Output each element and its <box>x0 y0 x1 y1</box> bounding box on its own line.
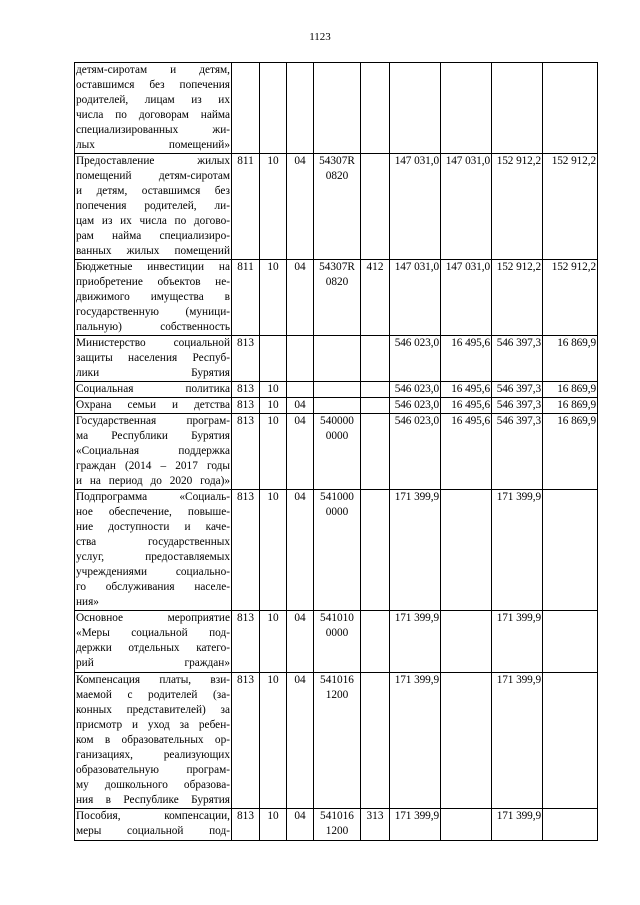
target-article-code: 541016 1200 <box>314 809 361 841</box>
amount-4 <box>543 490 598 611</box>
target-article-code <box>314 63 361 154</box>
subsection-code: 04 <box>287 611 314 673</box>
amount-3: 546 397,3 <box>492 398 543 414</box>
subsection-code: 04 <box>287 809 314 841</box>
section-code <box>260 336 287 382</box>
subsection-code <box>287 382 314 398</box>
row-label: Пособия, компенсации, меры социальной под- <box>75 809 232 841</box>
row-label: Социальная политика <box>75 382 232 398</box>
table-row <box>75 382 598 398</box>
amount-1 <box>390 63 441 154</box>
section-code: 10 <box>260 414 287 490</box>
ministry-code: 811 <box>232 260 260 336</box>
target-article-code <box>314 398 361 414</box>
amount-1: 546 023,0 <box>390 336 441 382</box>
amount-3 <box>492 63 543 154</box>
table-row <box>75 490 598 611</box>
subsection-code <box>287 336 314 382</box>
row-label: Бюджетные инвестиции на приобретение объектов не- движимого имущества в государственную (муници- пальную) собственность <box>75 260 232 336</box>
amount-1: 546 023,0 <box>390 414 441 490</box>
row-label: Подпрограмма «Социаль- ное обеспечение, повыше- ние доступности и каче- ства государственных услуг, предоставляемых учреждениями социально- го обслуживания населе- ния» <box>75 490 232 611</box>
target-article-code: 541016 1200 <box>314 673 361 809</box>
amount-1: 171 399,9 <box>390 809 441 841</box>
table-row <box>75 611 598 673</box>
section-code: 10 <box>260 382 287 398</box>
row-label: Компенсация платы, взи- маемой с родителей (за- конных представителей) за присмотр и уход за ребен- ком в образовательных ор- ганизациях, реализующих образовательную програм- му дошкольного образова- ния в Республике Бурятия <box>75 673 232 809</box>
row-label: Государственная програм- ма Республики Бурятия «Социальная поддержка граждан (2014 – 2017 годы и на период до 2020 года)» <box>75 414 232 490</box>
ministry-code: 813 <box>232 673 260 809</box>
table-row <box>75 414 598 490</box>
row-label: Предоставление жилых помещений детям-сиротам и детям, оставшимся без попечения родителей, ли- цам из их числа по догово- рам найма специализиро- ванных жилых помещений <box>75 154 232 260</box>
target-article-code: 541010 0000 <box>314 611 361 673</box>
ministry-code: 813 <box>232 336 260 382</box>
subsection-code: 04 <box>287 154 314 260</box>
amount-1: 147 031,0 <box>390 154 441 260</box>
target-article-code: 54307R 0820 <box>314 260 361 336</box>
section-code: 10 <box>260 260 287 336</box>
section-code: 10 <box>260 673 287 809</box>
amount-1: 171 399,9 <box>390 611 441 673</box>
ministry-code: 813 <box>232 490 260 611</box>
amount-3: 152 912,2 <box>492 154 543 260</box>
amount-2: 16 495,6 <box>441 398 492 414</box>
amount-2: 147 031,0 <box>441 154 492 260</box>
table-row <box>75 673 598 809</box>
amount-4: 16 869,9 <box>543 414 598 490</box>
table-row <box>75 154 598 260</box>
expense-type-code <box>361 490 390 611</box>
expense-type-code <box>361 63 390 154</box>
section-code: 10 <box>260 398 287 414</box>
section-code: 10 <box>260 490 287 611</box>
amount-1: 171 399,9 <box>390 673 441 809</box>
row-label: Основное мероприятие «Меры социальной под- держки отдельных катего- рий граждан» <box>75 611 232 673</box>
amount-3: 171 399,9 <box>492 490 543 611</box>
amount-2: 16 495,6 <box>441 382 492 398</box>
amount-2 <box>441 673 492 809</box>
table-row <box>75 398 598 414</box>
expense-type-code <box>361 336 390 382</box>
subsection-code: 04 <box>287 398 314 414</box>
amount-3: 171 399,9 <box>492 673 543 809</box>
table-row <box>75 63 598 154</box>
expense-type-code <box>361 382 390 398</box>
target-article-code <box>314 336 361 382</box>
section-code: 10 <box>260 611 287 673</box>
amount-3: 546 397,3 <box>492 414 543 490</box>
amount-2 <box>441 809 492 841</box>
expense-type-code <box>361 414 390 490</box>
amount-1: 171 399,9 <box>390 490 441 611</box>
amount-1: 546 023,0 <box>390 382 441 398</box>
amount-1: 147 031,0 <box>390 260 441 336</box>
amount-2: 16 495,6 <box>441 336 492 382</box>
amount-3: 171 399,9 <box>492 611 543 673</box>
target-article-code <box>314 382 361 398</box>
amount-2: 147 031,0 <box>441 260 492 336</box>
expense-type-code: 412 <box>361 260 390 336</box>
budget-table <box>74 62 598 841</box>
ministry-code <box>232 63 260 154</box>
amount-3: 546 397,3 <box>492 382 543 398</box>
subsection-code: 04 <box>287 673 314 809</box>
subsection-code: 04 <box>287 260 314 336</box>
ministry-code: 813 <box>232 611 260 673</box>
ministry-code: 811 <box>232 154 260 260</box>
amount-2 <box>441 63 492 154</box>
subsection-code: 04 <box>287 490 314 611</box>
amount-4: 16 869,9 <box>543 336 598 382</box>
table-row <box>75 336 598 382</box>
expense-type-code: 313 <box>361 809 390 841</box>
row-label: детям-сиротам и детям, оставшимся без попечения родителей, лицам из их числа по договорам найма специализированных жи- лых помещений» <box>75 63 232 154</box>
amount-4 <box>543 809 598 841</box>
amount-3: 546 397,3 <box>492 336 543 382</box>
ministry-code: 813 <box>232 414 260 490</box>
table-row <box>75 260 598 336</box>
row-label: Охрана семьи и детства <box>75 398 232 414</box>
subsection-code <box>287 63 314 154</box>
amount-4 <box>543 611 598 673</box>
section-code: 10 <box>260 809 287 841</box>
table-row <box>75 809 598 841</box>
amount-4: 16 869,9 <box>543 382 598 398</box>
amount-1: 546 023,0 <box>390 398 441 414</box>
section-code: 10 <box>260 154 287 260</box>
amount-2: 16 495,6 <box>441 414 492 490</box>
target-article-code: 54307R 0820 <box>314 154 361 260</box>
page-number: 1123 <box>309 31 331 43</box>
ministry-code: 813 <box>232 398 260 414</box>
target-article-code: 541000 0000 <box>314 490 361 611</box>
amount-4 <box>543 673 598 809</box>
expense-type-code <box>361 154 390 260</box>
amount-2 <box>441 490 492 611</box>
ministry-code: 813 <box>232 809 260 841</box>
expense-type-code <box>361 398 390 414</box>
amount-4: 152 912,2 <box>543 154 598 260</box>
section-code <box>260 63 287 154</box>
expense-type-code <box>361 611 390 673</box>
row-label: Министерство социальной защиты населения Респуб- лики Бурятия <box>75 336 232 382</box>
amount-4: 152 912,2 <box>543 260 598 336</box>
amount-3: 171 399,9 <box>492 809 543 841</box>
amount-2 <box>441 611 492 673</box>
expense-type-code <box>361 673 390 809</box>
amount-3: 152 912,2 <box>492 260 543 336</box>
subsection-code: 04 <box>287 414 314 490</box>
target-article-code: 540000 0000 <box>314 414 361 490</box>
amount-4: 16 869,9 <box>543 398 598 414</box>
amount-4 <box>543 63 598 154</box>
ministry-code: 813 <box>232 382 260 398</box>
